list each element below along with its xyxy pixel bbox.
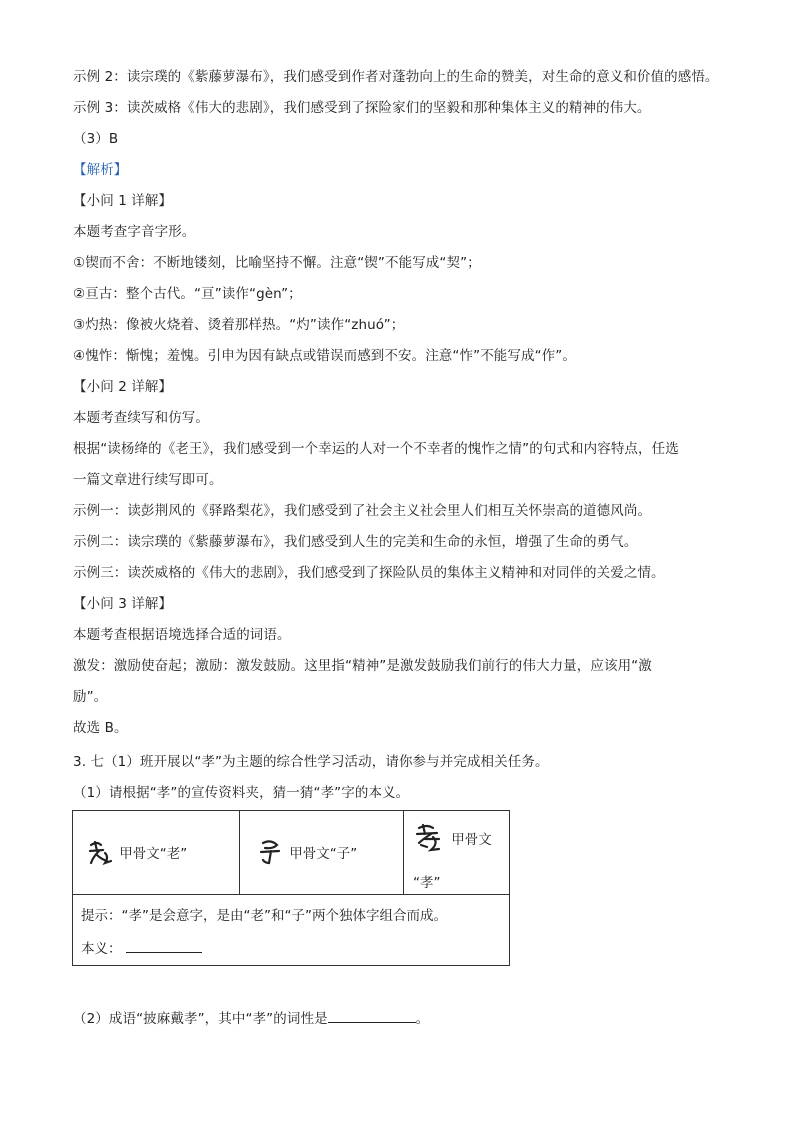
question-3-2-period: 。	[415, 1011, 430, 1027]
subquestion-3-heading: 【小问 3 详解】	[73, 596, 173, 612]
text-line: ④愧怍：惭愧；羞愧。引申为因有缺点或错误而感到不安。注意“怍”不能写成“作”。	[73, 348, 576, 364]
oracle-bone-xiao-icon	[413, 823, 447, 857]
question-3-1-prompt: （1）请根据“孝”的宣传资料夹，猜一猜“孝”字的本义。	[73, 785, 410, 801]
text-line: 本题考查字音字形。	[73, 224, 196, 240]
subquestion-2-heading: 【小问 2 详解】	[73, 379, 173, 395]
analysis-heading: 【解析】	[73, 162, 128, 178]
text-line: 一篇文章进行续写即可。	[73, 472, 223, 488]
question-3-2-prompt	[73, 1008, 429, 1029]
text-line: 示例三：读茨威格的《伟大的悲剧》，我们感受到了探险队员的集体主义精神和对同伴的关爱之情。	[73, 565, 665, 581]
table-hint-cell	[81, 906, 506, 959]
lao-label: 甲骨文“老”	[119, 846, 188, 862]
oracle-bone-lao-icon	[87, 839, 115, 869]
text-line: 本题考查续写和仿写。	[73, 410, 209, 426]
table-cell-lao	[87, 839, 237, 869]
zi-label: 甲骨文“子”	[289, 846, 358, 862]
text-line: 示例二：读宗璞的《紫藤萝瀑布》，我们感受到人生的完美和生命的永恒，增强了生命的勇气。	[73, 534, 638, 550]
example-2-line: 示例 2：读宗璞的《紫藤萝瀑布》，我们感受到作者对蓬勃向上的生命的赞美，对生命的意义和价值的感悟。	[73, 69, 719, 85]
xiao-label-bottom: “孝”	[413, 875, 441, 891]
table-divider	[239, 811, 240, 895]
table-divider	[403, 811, 404, 895]
table-cell-xiao	[413, 823, 509, 891]
text-line: ①锲而不舍：不断地镂刻，比喻坚持不懈。注意“锲”不能写成“契”；	[73, 255, 481, 271]
answer-label: 本义：	[81, 941, 122, 957]
text-line: 示例一：读彭荆风的《驿路梨花》，我们感受到了社会主义社会里人们相互关怀崇高的道德风尚。	[73, 503, 652, 519]
oracle-bone-zi-icon	[257, 839, 285, 869]
example-3-line: 示例 3：读茨威格《伟大的悲剧》，我们感受到了探险家们的坚毅和那种集体主义的精神的伟大。	[73, 100, 651, 116]
text-line: ②亘古：整个古代。“亘”读作“gèn”；	[73, 286, 302, 302]
text-line: 故选 B。	[73, 720, 128, 736]
table-cell-zi	[257, 839, 402, 869]
question-3-heading: 3. 七（1）班开展以“孝”为主题的综合性学习活动，请你参与并完成相关任务。	[73, 754, 549, 770]
text-line: 根据“读杨绛的《老王》，我们感受到一个幸运的人对一个不幸者的愧怍之情”的句式和内容特点，任选	[73, 441, 679, 457]
text-line: 激发：激励使奋起；激励：激发鼓励。这里指“精神”是激发鼓励我们前行的伟大力量，应该用“激	[73, 658, 652, 674]
part-of-speech-blank-input[interactable]	[328, 1008, 416, 1023]
oracle-bone-table	[72, 810, 510, 966]
answer-3-line: （3）B	[73, 131, 119, 147]
question-3-2-text: （2）成语“披麻戴孝”，其中“孝”的词性是	[73, 1011, 328, 1027]
subquestion-1-heading: 【小问 1 详解】	[73, 193, 173, 209]
xiao-label-top: 甲骨文	[451, 832, 492, 848]
text-line: 本题考查根据语境选择合适的词语。	[73, 627, 291, 643]
table-divider	[73, 894, 509, 895]
text-line: 励”。	[73, 689, 108, 705]
hint-text: 提示：“孝”是会意字，是由“老”和“子”两个独体字组合而成。	[81, 908, 447, 924]
answer-blank-input[interactable]	[126, 938, 202, 953]
text-line: ③灼热：像被火烧着、烫着那样热。“灼”读作“zhuó”；	[73, 317, 405, 333]
answer-row	[81, 938, 506, 959]
